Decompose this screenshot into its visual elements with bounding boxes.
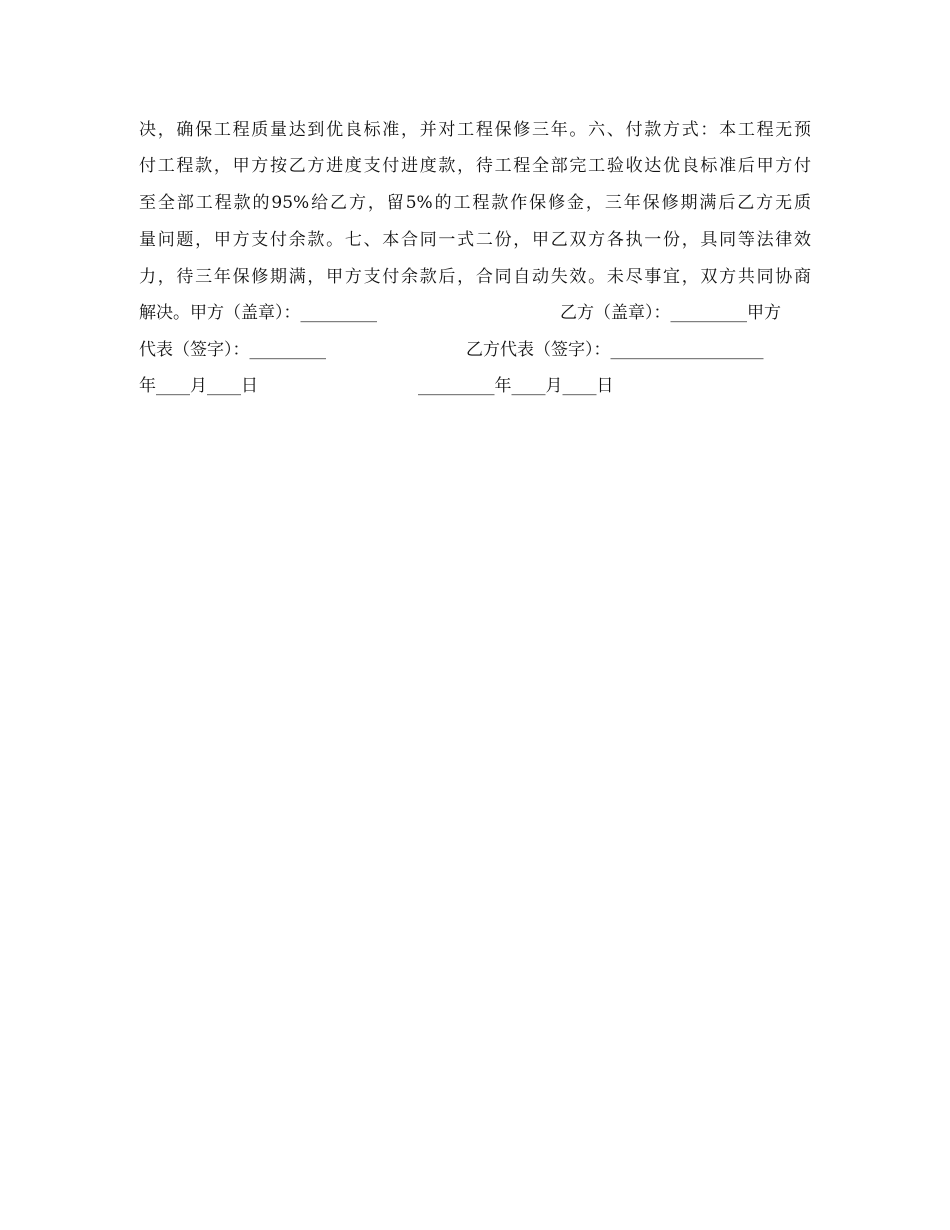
paragraph-line-2: 付工程款，甲方按乙方进度支付进度款，待工程全部完工验收达优良标准后甲方付 [139, 156, 811, 176]
party-a-representative-field: 代表（签字）：_________ [139, 340, 326, 360]
signature-row-3 [139, 368, 811, 404]
paragraph-line-3: 至全部工程款的95%给乙方，留5%的工程款作保修金，三年保修期满后乙方无质 [139, 193, 811, 213]
party-b-date-field: _________年____月____日 [418, 376, 614, 396]
paragraph-line-1: 决，确保工程质量达到优良标准，并对工程保修三年。六、付款方式：本工程无预 [139, 120, 811, 140]
party-b-seal-field: 乙方（盖章）：_________甲方 [560, 303, 781, 323]
party-a-seal-field: 解决。甲方（盖章）：_________ [139, 303, 377, 323]
paragraph-line-4: 量问题，甲方支付余款。七、本合同一式二份，甲乙双方各执一份，具同等法律效 [139, 230, 811, 250]
signature-row-2 [139, 332, 811, 368]
signature-row-1 [139, 295, 811, 331]
paragraph-line-5: 力，待三年保修期满，甲方支付余款后，合同自动失效。未尽事宜，双方共同协商 [139, 267, 811, 287]
party-a-date-field: 年____月____日 [139, 376, 258, 396]
party-b-representative-field: 乙方代表（签字）：__________________ [466, 340, 764, 360]
